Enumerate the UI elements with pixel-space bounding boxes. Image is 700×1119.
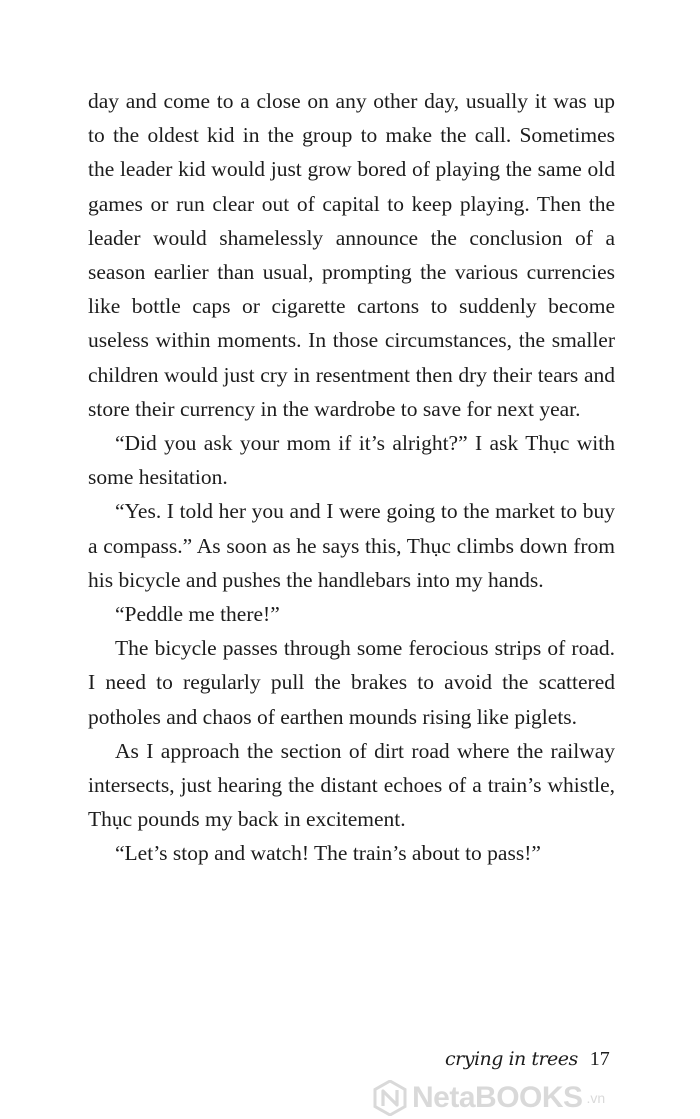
paragraph-dialogue-question: “Did you ask your mom if it’s alright?” I ask Thục with some hesitation. (88, 431, 615, 490)
body-text (88, 84, 615, 871)
watermark-suffix: .vn (586, 1090, 606, 1106)
paragraph-dialogue-train: “Let’s stop and watch! The train’s about to pass!” (115, 841, 541, 866)
neta-logo-icon (372, 1080, 408, 1116)
paragraph-continuation: day and come to a close on any other day, usually it was up to the oldest kid in the group to make the call. Sometimes the leader kid would just grow bored of playing the same old games or run clear out of capital to keep playing. Then the leader would shamelessly announce the conclusion of a season earlier than usual, prompting the various currencies like bottle caps or cigarette cartons to suddenly become useless within moments. In those circumstances, the smaller children would just cry in resentment then dry their tears and store their currency in the wardrobe to save for next year. (88, 89, 615, 421)
watermark (372, 1080, 605, 1116)
paragraph-dialogue-answer: “Yes. I told her you and I were going to the market to buy a compass.” As soon as he says this, Thục climbs down from his bicycle and pushes the handlebars into my hands. (88, 499, 615, 592)
paragraph-railway: As I approach the section of dirt road where the railway intersects, just hearing the distant echoes of a train’s whistle, Thục pounds my back in excitement. (88, 738, 615, 832)
page-number: 17 (589, 1047, 610, 1070)
page-footer (445, 1042, 610, 1076)
running-title: crying in trees (445, 1048, 578, 1070)
watermark-brand: NetaBOOKS (412, 1081, 583, 1114)
paragraph-bicycle-ride: The bicycle passes through some ferocious strips of road. I need to regularly pull the brakes to avoid the scattered potholes and chaos of earthen mounds rising like piglets. (88, 636, 615, 729)
paragraph-dialogue-exclaim: “Peddle me there!” (115, 602, 280, 627)
